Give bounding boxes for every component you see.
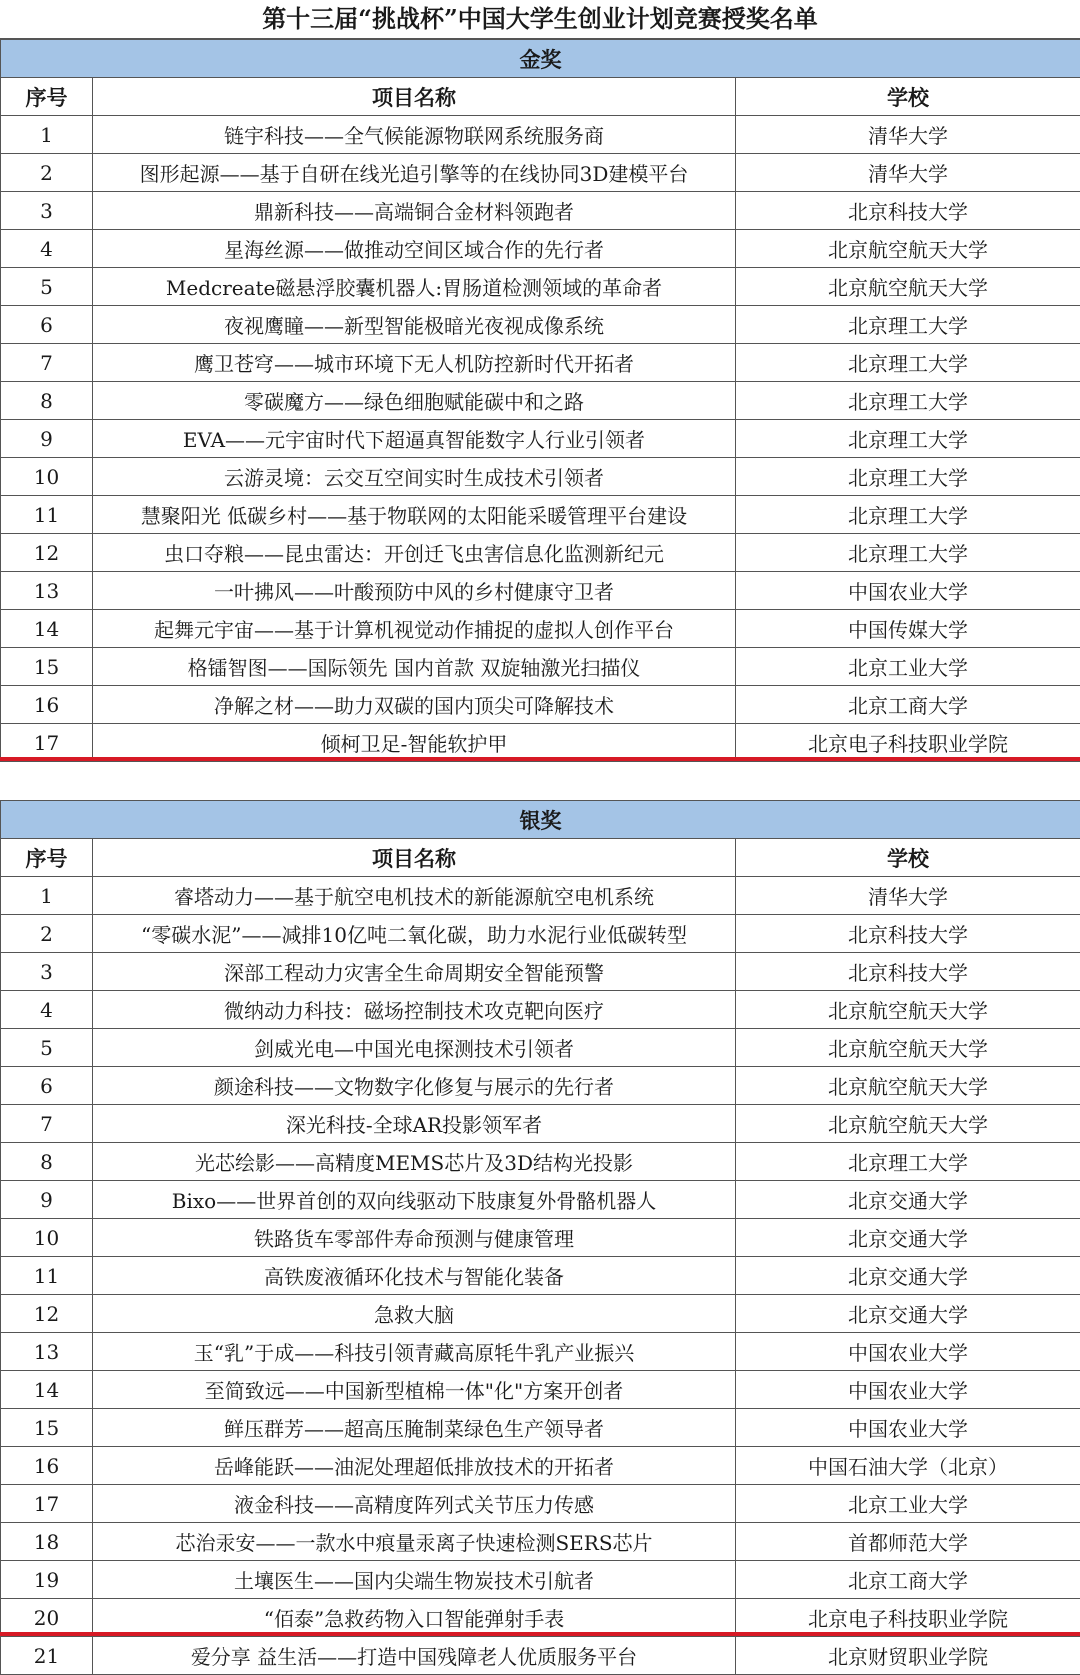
school-name: 中国农业大学 <box>736 1333 1080 1371</box>
project-name: 急救大脑 <box>93 1295 736 1333</box>
school-name: 北京航空航天大学 <box>736 1105 1080 1143</box>
row-index: 5 <box>1 268 93 306</box>
project-name: “佰泰”急救药物入口智能弹射手表 <box>93 1599 736 1637</box>
school-name: 北京航空航天大学 <box>736 268 1080 306</box>
project-name: 铁路货车零部件寿命预测与健康管理 <box>93 1219 736 1257</box>
school-name: 北京理工大学 <box>736 496 1080 534</box>
table-row <box>1 686 1080 724</box>
table-row <box>1 1599 1080 1637</box>
school-name: 北京工业大学 <box>736 648 1080 686</box>
table-row <box>1 1371 1080 1409</box>
table-row <box>1 953 1080 991</box>
row-index: 7 <box>1 344 93 382</box>
row-index: 15 <box>1 1409 93 1447</box>
row-index: 19 <box>1 1561 93 1599</box>
project-name: 格镭智图——国际领先 国内首款 双旋轴激光扫描仪 <box>93 648 736 686</box>
project-name: 起舞元宇宙——基于计算机视觉动作捕捉的虚拟人创作平台 <box>93 610 736 648</box>
project-name: 岳峰能跃——油泥处理超低排放技术的开拓者 <box>93 1447 736 1485</box>
row-index: 9 <box>1 420 93 458</box>
project-name: 芯治汞安——一款水中痕量汞离子快速检测SERS芯片 <box>93 1523 736 1561</box>
project-name: 睿塔动力——基于航空电机技术的新能源航空电机系统 <box>93 877 736 915</box>
row-index: 6 <box>1 1067 93 1105</box>
row-index: 3 <box>1 953 93 991</box>
project-name: 鼎新科技——高端铜合金材料领跑者 <box>93 192 736 230</box>
column-header-project: 项目名称 <box>93 839 736 877</box>
project-name: 至简致远——中国新型植棉一体"化"方案开创者 <box>93 1371 736 1409</box>
project-name: 土壤医生——国内尖端生物炭技术引航者 <box>93 1561 736 1599</box>
table-row <box>1 534 1080 572</box>
project-name: 云游灵境：云交互空间实时生成技术引领者 <box>93 458 736 496</box>
row-index: 1 <box>1 116 93 154</box>
school-name: 北京航空航天大学 <box>736 991 1080 1029</box>
school-name: 中国石油大学（北京） <box>736 1447 1080 1485</box>
table-row <box>1 572 1080 610</box>
row-index: 16 <box>1 1447 93 1485</box>
row-index: 10 <box>1 1219 93 1257</box>
school-name: 北京理工大学 <box>736 458 1080 496</box>
table-row <box>1 1105 1080 1143</box>
table-row <box>1 1181 1080 1219</box>
row-index: 16 <box>1 686 93 724</box>
table-row <box>1 724 1080 762</box>
project-name: 慧聚阳光 低碳乡村——基于物联网的太阳能采暖管理平台建设 <box>93 496 736 534</box>
project-name: EVA——元宇宙时代下超逼真智能数字人行业引领者 <box>93 420 736 458</box>
project-name: 零碳魔方——绿色细胞赋能碳中和之路 <box>93 382 736 420</box>
row-index: 21 <box>1 1637 93 1675</box>
project-name: 颜途科技——文物数字化修复与展示的先行者 <box>93 1067 736 1105</box>
project-name: 星海丝源——做推动空间区域合作的先行者 <box>93 230 736 268</box>
row-index: 9 <box>1 1181 93 1219</box>
school-name: 清华大学 <box>736 116 1080 154</box>
column-header-index: 序号 <box>1 78 93 116</box>
row-index: 11 <box>1 496 93 534</box>
school-name: 北京交通大学 <box>736 1257 1080 1295</box>
project-name: 剑威光电—中国光电探测技术引领者 <box>93 1029 736 1067</box>
project-name: 玉“乳”于成——科技引领青藏高原牦牛乳产业振兴 <box>93 1333 736 1371</box>
school-name: 北京电子科技职业学院 <box>736 1599 1080 1637</box>
school-name: 北京理工大学 <box>736 344 1080 382</box>
table-row <box>1 991 1080 1029</box>
table-row <box>1 306 1080 344</box>
project-name: 虫口夺粮——昆虫雷达：开创迁飞虫害信息化监测新纪元 <box>93 534 736 572</box>
table-row <box>1 1143 1080 1181</box>
project-name: 鹰卫苍穹——城市环境下无人机防控新时代开拓者 <box>93 344 736 382</box>
school-name: 首都师范大学 <box>736 1523 1080 1561</box>
table-row <box>1 154 1080 192</box>
column-header-school: 学校 <box>736 839 1080 877</box>
project-name: 净解之材——助力双碳的国内顶尖可降解技术 <box>93 686 736 724</box>
gold-award-header: 金奖 <box>1 40 1080 78</box>
table-row <box>1 915 1080 953</box>
table-row <box>1 116 1080 154</box>
table-row <box>1 1067 1080 1105</box>
row-index: 15 <box>1 648 93 686</box>
table-row <box>1 496 1080 534</box>
school-name: 中国农业大学 <box>736 1409 1080 1447</box>
row-index: 17 <box>1 724 93 762</box>
column-header-project: 项目名称 <box>93 78 736 116</box>
table-row <box>1 382 1080 420</box>
table-row <box>1 1219 1080 1257</box>
section-gap <box>0 762 1080 800</box>
table-row <box>1 1295 1080 1333</box>
row-index: 14 <box>1 610 93 648</box>
school-name: 北京工商大学 <box>736 686 1080 724</box>
row-index: 12 <box>1 1295 93 1333</box>
row-index: 8 <box>1 1143 93 1181</box>
row-index: 18 <box>1 1523 93 1561</box>
table-row <box>1 610 1080 648</box>
row-index: 2 <box>1 154 93 192</box>
table-row <box>1 1485 1080 1523</box>
table-row <box>1 648 1080 686</box>
school-name: 北京交通大学 <box>736 1219 1080 1257</box>
silver-highlight-underline <box>0 1632 1080 1636</box>
school-name: 北京理工大学 <box>736 382 1080 420</box>
gold-table <box>0 39 1080 762</box>
table-row <box>1 1409 1080 1447</box>
project-name: 深光科技-全球AR投影领军者 <box>93 1105 736 1143</box>
school-name: 北京航空航天大学 <box>736 1029 1080 1067</box>
school-name: 北京理工大学 <box>736 306 1080 344</box>
row-index: 11 <box>1 1257 93 1295</box>
table-row <box>1 192 1080 230</box>
school-name: 北京财贸职业学院 <box>736 1637 1080 1675</box>
table-row <box>1 344 1080 382</box>
row-index: 4 <box>1 230 93 268</box>
table-row <box>1 1029 1080 1067</box>
school-name: 北京科技大学 <box>736 953 1080 991</box>
school-name: 北京科技大学 <box>736 192 1080 230</box>
project-name: Bixo——世界首创的双向线驱动下肢康复外骨骼机器人 <box>93 1181 736 1219</box>
table-row <box>1 1523 1080 1561</box>
project-name: 爱分享 益生活——打造中国残障老人优质服务平台 <box>93 1637 736 1675</box>
school-name: 北京理工大学 <box>736 1143 1080 1181</box>
row-index: 8 <box>1 382 93 420</box>
school-name: 北京交通大学 <box>736 1295 1080 1333</box>
school-name: 清华大学 <box>736 154 1080 192</box>
school-name: 北京工商大学 <box>736 1561 1080 1599</box>
silver-section <box>0 800 1080 1675</box>
row-index: 1 <box>1 877 93 915</box>
row-index: 17 <box>1 1485 93 1523</box>
table-row <box>1 1257 1080 1295</box>
school-name: 北京航空航天大学 <box>736 1067 1080 1105</box>
gold-highlight-underline <box>0 757 1080 761</box>
row-index: 13 <box>1 1333 93 1371</box>
row-index: 12 <box>1 534 93 572</box>
table-row <box>1 268 1080 306</box>
silver-table <box>0 800 1080 1675</box>
gold-section <box>0 39 1080 762</box>
school-name: 北京交通大学 <box>736 1181 1080 1219</box>
school-name: 清华大学 <box>736 877 1080 915</box>
table-row <box>1 877 1080 915</box>
project-name: 高铁废液循环化技术与智能化装备 <box>93 1257 736 1295</box>
table-row <box>1 1561 1080 1599</box>
school-name: 北京电子科技职业学院 <box>736 724 1080 762</box>
project-name: 夜视鹰瞳——新型智能极暗光夜视成像系统 <box>93 306 736 344</box>
silver-award-header: 银奖 <box>1 801 1080 839</box>
row-index: 2 <box>1 915 93 953</box>
row-index: 3 <box>1 192 93 230</box>
project-name: 倾柯卫足-智能软护甲 <box>93 724 736 762</box>
row-index: 13 <box>1 572 93 610</box>
project-name: 图形起源——基于自研在线光追引擎等的在线协同3D建模平台 <box>93 154 736 192</box>
school-name: 北京理工大学 <box>736 534 1080 572</box>
column-header-index: 序号 <box>1 839 93 877</box>
table-row <box>1 1447 1080 1485</box>
row-index: 4 <box>1 991 93 1029</box>
project-name: 液金科技——高精度阵列式关节压力传感 <box>93 1485 736 1523</box>
table-row <box>1 420 1080 458</box>
row-index: 5 <box>1 1029 93 1067</box>
table-row <box>1 1333 1080 1371</box>
table-row <box>1 230 1080 268</box>
project-name: “零碳水泥”——减排10亿吨二氧化碳，助力水泥行业低碳转型 <box>93 915 736 953</box>
project-name: 微纳动力科技：磁场控制技术攻克靶向医疗 <box>93 991 736 1029</box>
row-index: 10 <box>1 458 93 496</box>
project-name: Medcreate磁悬浮胶囊机器人:胃肠道检测领域的革命者 <box>93 268 736 306</box>
row-index: 14 <box>1 1371 93 1409</box>
row-index: 7 <box>1 1105 93 1143</box>
school-name: 中国传媒大学 <box>736 610 1080 648</box>
school-name: 北京工业大学 <box>736 1485 1080 1523</box>
school-name: 北京航空航天大学 <box>736 230 1080 268</box>
row-index: 6 <box>1 306 93 344</box>
school-name: 北京科技大学 <box>736 915 1080 953</box>
project-name: 深部工程动力灾害全生命周期安全智能预警 <box>93 953 736 991</box>
project-name: 一叶拂风——叶酸预防中风的乡村健康守卫者 <box>93 572 736 610</box>
page-title: 第十三届“挑战杯”中国大学生创业计划竞赛授奖名单 <box>0 0 1080 39</box>
project-name: 鲜压群芳——超高压腌制菜绿色生产领导者 <box>93 1409 736 1447</box>
row-index: 20 <box>1 1599 93 1637</box>
school-name: 中国农业大学 <box>736 572 1080 610</box>
column-header-school: 学校 <box>736 78 1080 116</box>
project-name: 链宇科技——全气候能源物联网系统服务商 <box>93 116 736 154</box>
project-name: 光芯绘影——高精度MEMS芯片及3D结构光投影 <box>93 1143 736 1181</box>
school-name: 中国农业大学 <box>736 1371 1080 1409</box>
table-row <box>1 458 1080 496</box>
school-name: 北京理工大学 <box>736 420 1080 458</box>
